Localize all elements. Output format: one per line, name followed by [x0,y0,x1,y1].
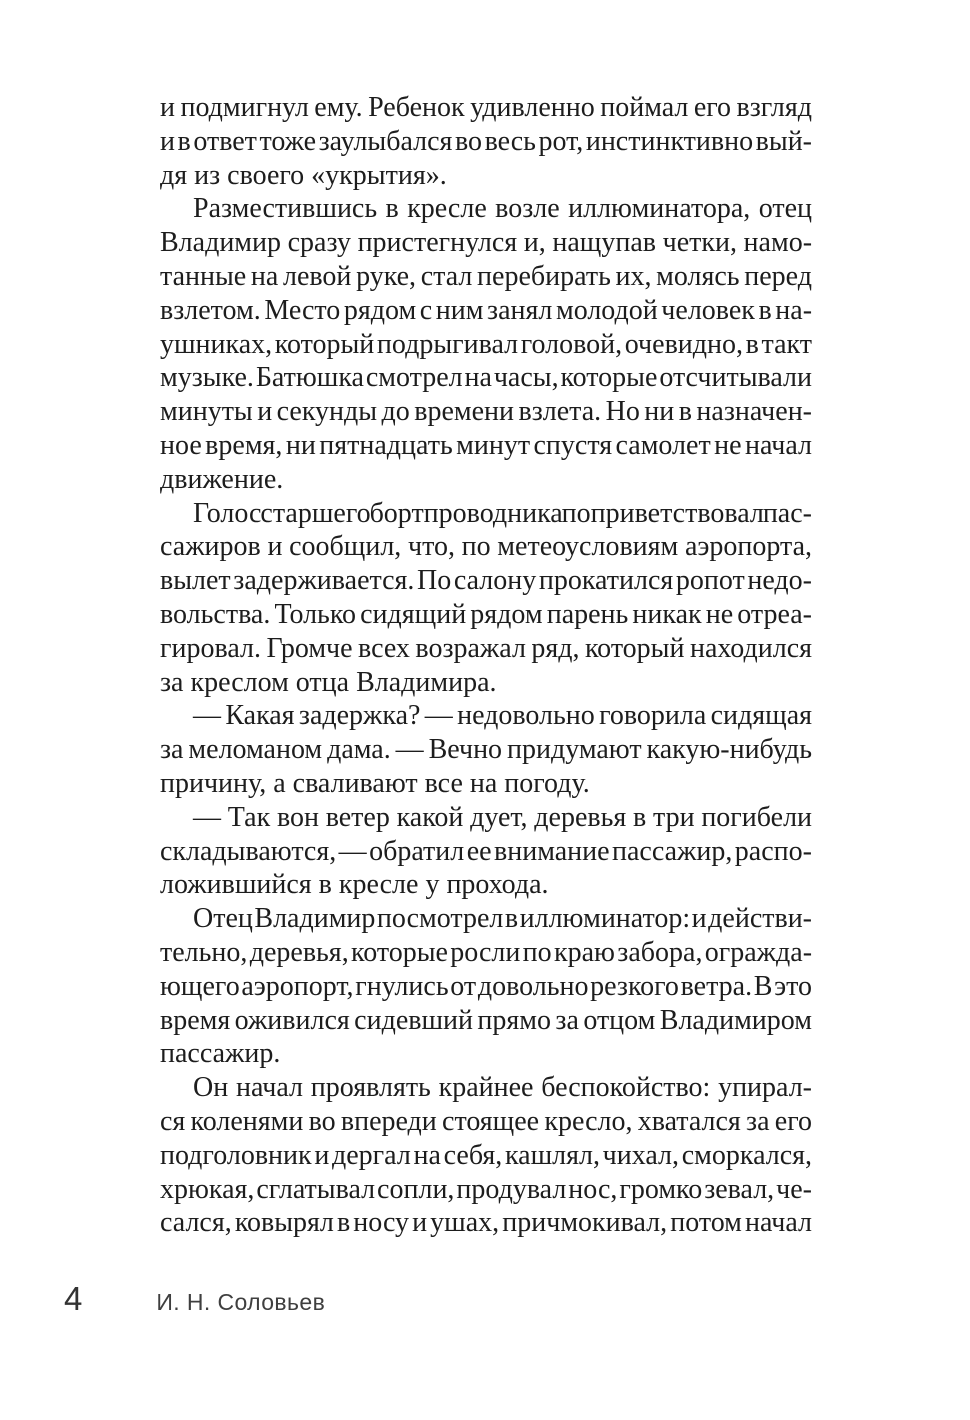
text-line: хрюкая, сглатывал сопли, продувал нос, громко зевал, че- [160,1173,812,1205]
text-line: сажиров и сообщил, что, по метеоусловиям аэропорта, [160,531,813,563]
text-line: ющего аэропорт, гнулись от довольно резкого ветра. В это [160,970,812,1002]
text-line: ся коленями во впереди стоящее кресло, хватался за его [160,1105,813,1137]
text-line: ное время, ни пятнадцать минут спустя самолет не начал [160,429,812,461]
text-line: ложившийся в кресле у прохода. [160,869,549,901]
page-footer [64,1280,325,1318]
text-line: и подмигнул ему. Ребенок удивленно поймал его взгляд [160,92,812,123]
text-line: причину, а сваливают все на погоду. [160,767,590,799]
text-line: Он начал проявлять крайнее беспокойство: упирал- [193,1072,813,1104]
text-line: — Так вон ветер какой дует, деревья в три погибели [193,801,813,833]
text-line: пассажир. [160,1038,281,1070]
text-line: подголовник и дергал на себя, кашлял, чихал, сморкался, [160,1139,813,1171]
text-line: вылет задерживается. По салону прокатился ропот недо- [160,565,812,597]
text-line: сался, ковырял в носу и ушах, причмокивал, потом начал [160,1207,812,1239]
text-line: и в ответ тоже заулыбался во весь рот, инстинктивно вый- [160,125,813,157]
text-line: складываются, — обратил ее внимание пассажир, распо- [160,835,812,867]
page-number: 4 [64,1280,83,1317]
text-line: движение. [160,463,284,495]
text-line: Отец Владимир посмотрел в иллюминатор: и действи- [193,903,813,935]
text-line: вольства. Только сидящий рядом парень никак не отреа- [160,598,812,630]
text-line: за креслом отца Владимира. [160,666,497,698]
text-line: время оживился сидевший прямо за отцом Владимиром [160,1004,812,1036]
text-block [160,91,812,1240]
text-line: взлетом. Место рядом с ним занял молодой человек в на- [160,294,813,326]
text-line: минуты и секунды до времени взлета. Но ни в назначен- [160,396,812,428]
text-line: танные на левой руке, стал перебирать их, молясь перед [160,260,812,292]
text-line: дя из своего «укрытия». [160,159,447,191]
running-title: И. Н. Соловьев [156,1289,326,1315]
text-line: Владимир сразу пристегнулся и, нащупав четки, намо- [160,227,813,259]
text-line: — Какая задержка? — недовольно говорила сидящая [193,700,813,732]
text-line: за меломаном дама. — Вечно придумают какую-нибудь [160,734,812,766]
text-line: ушниках, который подрыгивал головой, очевидно, в такт [160,328,812,360]
text-line: гировал. Громче всех возражал ряд, который находился [160,632,813,664]
text-line: музыке. Батюшка смотрел на часы, которые отсчитывали [160,362,813,394]
text-line: Разместившись в кресле возле иллюминатора, отец [193,193,812,225]
text-line: тельно, деревья, которые росли по краю забора, огражда- [160,936,813,968]
text-line: Голос старшего бортпроводника поприветствовал пас- [193,497,812,529]
